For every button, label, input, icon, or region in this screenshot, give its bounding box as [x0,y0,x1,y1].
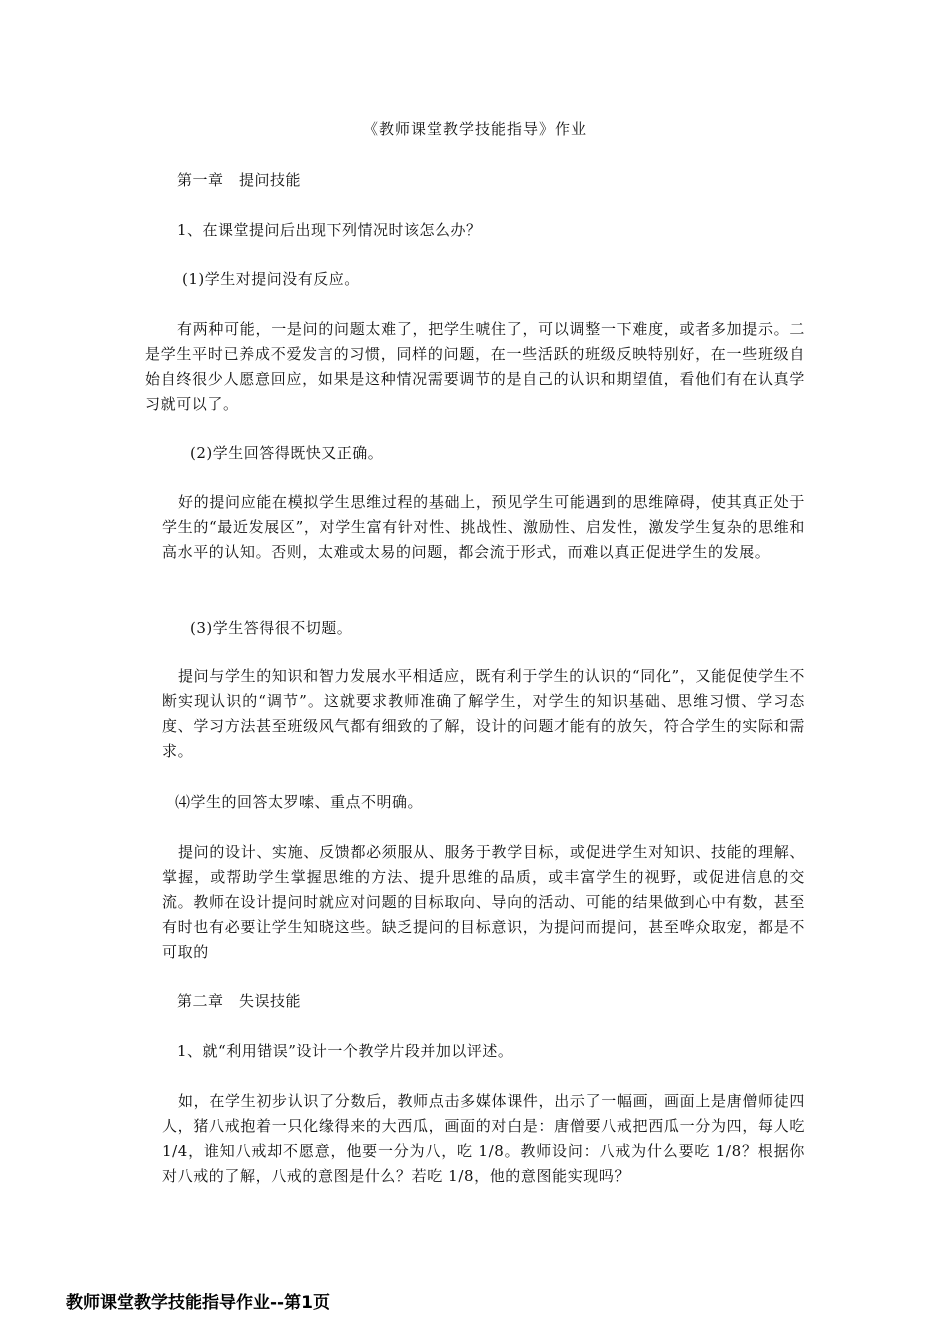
chapter1-heading: 第一章 提问技能 [177,171,302,189]
case3-label: (3)学生答得很不切题。 [190,619,353,637]
case2-answer: 好的提问应能在模拟学生思维过程的基础上，预见学生可能遇到的思维障碍，使其真正处于学生的“最近发展区”，对学生富有针对性、挑战性、激励性、启发性，激发学生复杂的思维和高水平的认知。否则，太难或太易的问题，都会流于形式，而难以真正促进学生的发展。 [162,493,805,561]
chapter1-question: 1、在课堂提问后出现下列情况时该怎么办？ [177,221,482,239]
case4-answer: 提问的设计、实施、反馈都必须服从、服务于教学目标，或促进学生对知识、技能的理解、掌握，或帮助学生掌握思维的方法、提升思维的品质，或丰富学生的视野，或促进信息的交流。教师在设计提问时就应对问题的目标取向、导向的活动、可能的结果做到心中有数，甚至有时也有必要让学生知晓这些。缺乏提问的目标意识，为提问而提问，甚至哗众取宠，都是不可取的 [162,843,805,961]
chapter2-answer: 如，在学生初步认识了分数后，教师点击多媒体课件，出示了一幅画，画面上是唐僧师徒四人，猪八戒抱着一只化缘得来的大西瓜，画面的对白是：唐僧要八戒把西瓜一分为四，每人吃 1/4，谁知八戒却不愿意，他要一分为八，吃 1/8。教师设问：八戒为什么要吃 1/8？根据你对八戒的了解，八戒的意图是什么？若吃 1/8，他的意图能实现吗？ [162,1092,805,1185]
chapter2-heading: 第二章 失误技能 [177,992,302,1010]
page-footer: 教师课堂教学技能指导作业--第1页 [66,1293,330,1313]
chapter2-question: 1、就“利用错误”设计一个教学片段并加以评述。 [177,1042,514,1060]
case4-label: ⑷学生的回答太罗嗦、重点不明确。 [175,793,424,811]
case1-answer: 有两种可能，一是问的问题太难了，把学生唬住了，可以调整一下难度，或者多加提示。二是学生平时已养成不爱发言的习惯，同样的问题，在一些活跃的班级反映特别好，在一些班级自始自终很少人愿意回应，如果是这种情况需要调节的是自己的认识和期望值，看他们有在认真学习就可以了。 [145,320,805,413]
case2-label: (2)学生回答得既快又正确。 [190,444,384,462]
document-title: 《教师课堂教学技能指导》作业 [362,120,587,138]
case1-label: (1)学生对提问没有反应。 [182,270,360,288]
case3-answer: 提问与学生的知识和智力发展水平相适应，既有利于学生的认识的“同化”，又能促使学生不断实现认识的“调节”。这就要求教师准确了解学生，对学生的知识基础、思维习惯、学习态度、学习方法甚至班级风气都有细致的了解，设计的问题才能有的放矢，符合学生的实际和需求。 [162,667,805,760]
